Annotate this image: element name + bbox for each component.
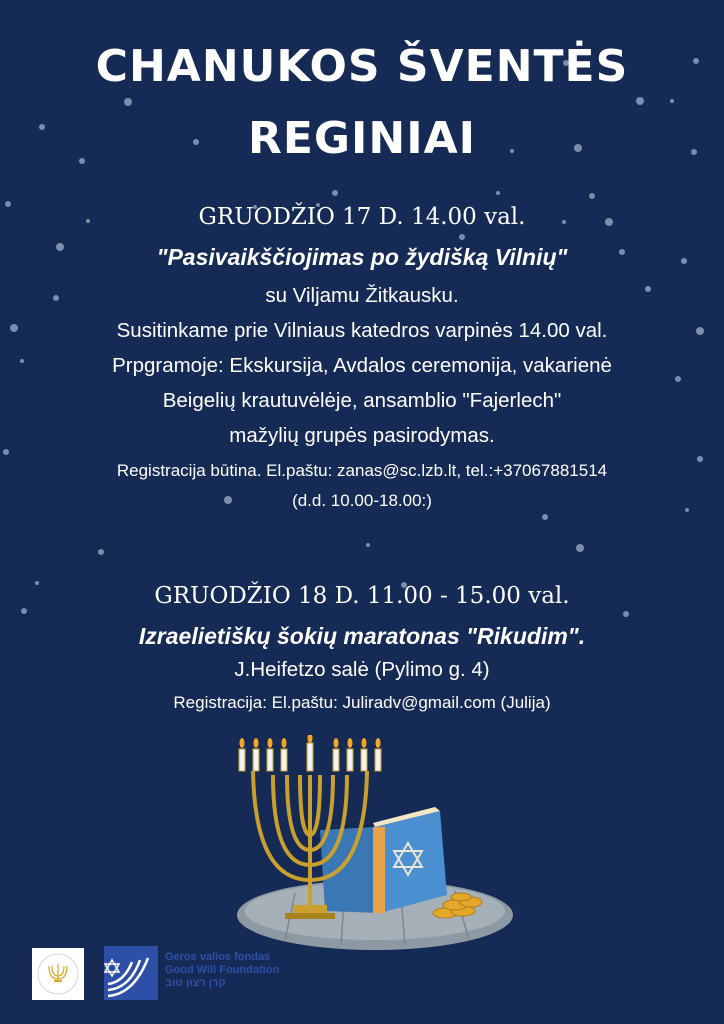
community-menorah-logo-icon bbox=[32, 948, 84, 1000]
poster-title-line2: REGINIAI bbox=[247, 113, 477, 164]
good-will-foundation-logo-icon bbox=[104, 946, 158, 1000]
event2-venue: J.Heifetzo salė (Pylimo g. 4) bbox=[234, 658, 490, 681]
event1-hours: (d.d. 10.00-18.00:) bbox=[292, 491, 432, 510]
event1-program-line3: mažylių grupės pasirodymas. bbox=[229, 424, 495, 447]
menorah-book-illustration bbox=[225, 735, 535, 955]
foundation-name-lt: Geros valios fondas bbox=[165, 951, 271, 963]
event1-date: GRUODŽIO 17 D. 14.00 val. bbox=[198, 204, 526, 230]
foundation-name-he: קרן רצון טוב bbox=[165, 977, 226, 989]
book-icon bbox=[320, 807, 447, 913]
community-logo bbox=[32, 948, 84, 1000]
poster-title-line1: CHANUKOS ŠVENTĖS bbox=[95, 41, 629, 92]
foundation-name-en: Good Will Foundation bbox=[165, 964, 280, 976]
event1-host: su Viljamu Žitkausku. bbox=[265, 284, 459, 307]
event1-meeting: Susitinkame prie Vilniaus katedros varpinės 14.00 val. bbox=[116, 319, 608, 342]
event1-program-line1: Prpgramoje: Ekskursija, Avdalos ceremonija, vakarienė bbox=[112, 354, 612, 377]
event2-name: Izraelietiškų šokių maratonas "Rikudim". bbox=[138, 623, 586, 649]
foundation-name bbox=[165, 951, 279, 990]
event2-registration: Registracija: El.paštu: Juliradv@gmail.com (Julija) bbox=[173, 693, 551, 712]
event1-registration: Registracija būtina. El.paštu: zanas@sc.lzb.lt, tel.:+37067881514 bbox=[116, 461, 608, 480]
candles-icon bbox=[239, 743, 381, 771]
event1-program-line2: Beigelių krautuvėlėje, ansamblio "Fajerlech" bbox=[162, 389, 562, 412]
event1-name: "Pasivaikščiojimas po žydišką Vilnių" bbox=[156, 244, 568, 270]
event2-date: GRUODŽIO 18 D. 11.00 - 15.00 val. bbox=[154, 583, 570, 609]
